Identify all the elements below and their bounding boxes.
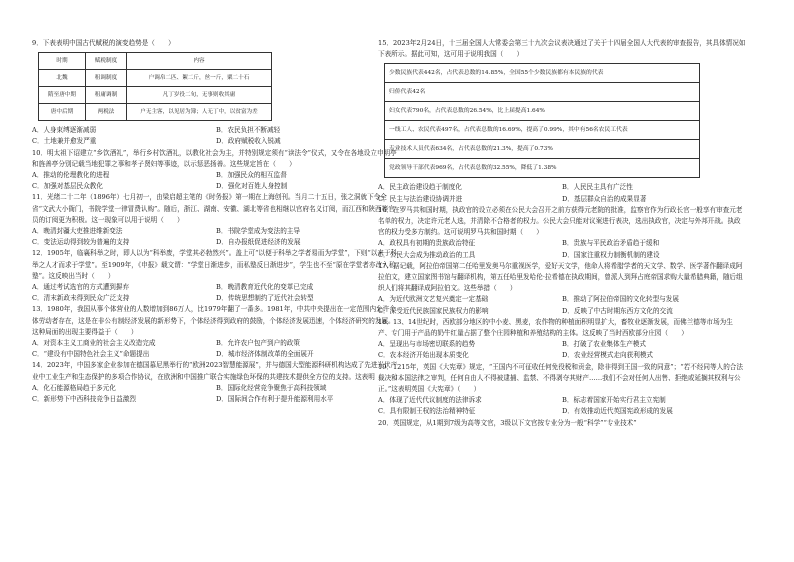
- q19-stem: 19．1215年，英国《大宪章》规定，“王国内不可征收任何免役税和贡金，除非得到王国一致的同意”；“若不经同等人的合法裁决和本国法律之审判，任何自由人不得被逮捕、监禁、不得剥夺其财产……我们不会对任何人出售、拒绝或延搁其权利与公正。”这表明英国《大宪章》（ ）: [378, 362, 743, 394]
- table-row: [39, 87, 272, 104]
- table-row: [39, 70, 272, 87]
- q11-option-b: B．书院学堂成为变法的主导: [216, 227, 300, 236]
- table-row: [385, 121, 700, 140]
- table-header: 时期: [39, 53, 86, 70]
- table-cell: 北魏: [39, 70, 86, 87]
- q11-option-c: C．变法运动得到较为普遍的支持: [32, 238, 130, 247]
- q9-stem: 9．下表表明中国古代赋税的演变趋势是（ ）: [32, 39, 175, 47]
- q19-option-b: B．标志着国家开始实行君主立宪制: [562, 396, 666, 405]
- q15-option-d: D．基层群众自治的成果显著: [562, 194, 647, 203]
- table-row: [39, 104, 272, 121]
- q19-option-a: A．体现了近代代议制度的法律诉求: [378, 396, 482, 405]
- q17-options-row2: [378, 306, 746, 317]
- q9-options-row2: [32, 136, 400, 147]
- q16-options-row1: [378, 238, 746, 249]
- table-cell: 归侨代表42名: [385, 83, 700, 102]
- q14-option-b: B．国际化经营竞争聚焦于高科技领域: [216, 383, 327, 392]
- right-column: [378, 38, 746, 429]
- q14-option-a: A．化石能源格局趋于多元化: [32, 383, 116, 392]
- q18-options-row2: [378, 350, 746, 361]
- q16-stem: 16．在罗马共和国时期，执政官的设立必须在公民大会召开之前方获得元老院的批准，监察官作为行政长官一般享有审查元老名单的权力，决定许元老人选，并清除不合格者的权力。公民大会只能对议案进行表决，选出执政官，决定与外邦开战。执政官的权力受多方制约。这可说明罗马共和国时期（ ）: [378, 205, 743, 237]
- q18-stem: 18．13、14世纪时，西欧部分地区的中小麦、黑麦，农作物的种植面积明显扩大，畜牧业逐渐发展，而佛兰德等市场为生产、专门用于产品的奶牛红量占据了整个庄园种植和养殖结构的主体。这反映了当时西欧部分庄园（ ）: [378, 317, 733, 338]
- q9-options-row1: [32, 125, 400, 136]
- table-cell: 一线工人、农民代表497名，占代表总数的16.69%，提高了0.99%，其中有56名农民工代表: [385, 121, 700, 140]
- q11-option-d: D．自办报纸促进经济的发展: [216, 238, 301, 247]
- q18-option-b: B．打破了农业集体生产模式: [562, 340, 646, 349]
- q18-options-row1: [378, 339, 746, 350]
- q15-table: [384, 63, 700, 178]
- q16-options-row2: [378, 250, 746, 261]
- left-column: [32, 38, 400, 405]
- q17-option-d: D．反映了中古时期东西方文化的交流: [562, 306, 673, 315]
- table-cell: 少数民族代表442名，占代表总数的14.85%，全国55个少数民族都有本民族的代表: [385, 64, 700, 83]
- q10-options-row2: [32, 181, 400, 192]
- table-row: [385, 102, 700, 121]
- q16-option-b: B．贵族与平民政治矛盾趋于缓和: [562, 239, 660, 248]
- q16-option-c: C．公民大会成为推动政治的工具: [378, 250, 476, 259]
- q12-options-row2: [32, 293, 400, 304]
- table-cell: 户无主客，以见居为簿；人无丁中，以贫富为差: [127, 104, 272, 121]
- table-cell: 租调制度: [86, 70, 127, 87]
- q15-options-row1: [378, 182, 746, 193]
- table-row: [385, 83, 700, 102]
- q18-option-a: A．呈现出与市场密切联系的趋势: [378, 340, 476, 349]
- q13-option-b: B．允许农户包产到户的政策: [216, 339, 300, 348]
- q19-option-c: C．具有限制王权的法治精神特征: [378, 407, 476, 416]
- q13-stem: 13．1980年，我国从事个体营业的人数增加到86万人，比1979年翻了一番多。1981年，中共中央提出在一定范围内允许个体劳动者存在，这是在非公有制经济发展的新形势下，个体经济得到政府的鼓励，个体经济发展迅速，个体经济研究的发展。这种局面的出现主要得益于（ ）: [32, 305, 396, 336]
- q11-stem: 11．光绪二十二年（1896年）七月初一，由梁启超主笔的《时务报》第一期在上海创刊。当月二十五日，张之洞就下令全省“文武大小衙门，书院学堂一律冒费认购”。随后，浙江、湖南、安徽、湖北等省也相继以官府名义订阅，而江西和陕西等官员的订阅更为积极。这一现象可以用于说明（ ）: [32, 193, 395, 224]
- table-header: 内容: [127, 53, 272, 70]
- table-cell: 专业技术人员代表634名，占代表总数的21.3%，提高了0.73%: [385, 140, 700, 159]
- q13-options-row2: [32, 349, 400, 360]
- q20-stem: 20．英国规定，从1期到7级为高等文官，3级以下文官按专业分为一般“科学”“专业技术”: [378, 418, 637, 427]
- q10-option-c: C．加强对基层民众教化: [32, 182, 103, 191]
- q17-stem: 17．据记载，阿拉伯帝国第二任哈里发奥马尔重视医学，爱好天文学，他命人将希腊学者的天文学、数学、医学著作翻译成阿拉伯文，建立国家图书馆与翻译机构，第五任哈里发哈伦·拉希德在执政期间，曾派人到拜占庭帝国求购大量希腊典籍，随后组织人们将其翻译成阿拉伯文。这些举措（ ）: [378, 261, 743, 293]
- q11-options-row1: [32, 226, 400, 237]
- q15-option-c: C．民主与法治建设协调并进: [378, 194, 463, 203]
- q19-options-row1: [378, 395, 746, 406]
- table-cell: 租庸调制: [86, 87, 127, 104]
- q13-option-d: D．城市经济体制改革的全面展开: [216, 350, 314, 359]
- q19-options-row2: [378, 406, 746, 417]
- table-cell: 妇女代表790名，占代表总数的26.54%，比上届提高1.64%: [385, 102, 700, 121]
- table-cell: 户调帛二匹、絮二斤，丝一斤，粟二十石: [127, 70, 272, 87]
- table-cell: 凡丁岁役二旬，无事则收其庸: [127, 87, 272, 104]
- q14-option-c: C．新形势下中西科技竞争日益激烈: [32, 395, 136, 404]
- q18-option-d: D．农业经营模式走向获利模式: [562, 351, 654, 360]
- q13-option-c: C．“建设有中国特色社会主义”命题提出: [32, 350, 150, 359]
- q12-stem: 12．1905年，临襄科举之时，即人以为“科举废，学堂其必勃然兴”。盖上可“以便于科举之学者易而为学堂”，下则“以来于科举之人才而求于学堂”。至1909年，《申报》载文谓：“学堂日渐进步，而私塾反日渐进步”，学生也不至“原在学堂者亦改入私塾”。这反映出当时（ ）: [32, 249, 398, 280]
- q15-stem: 15．2023年2月24日，十三届全国人大常委会第三十九次会议表决通过了关于十四届全国人大代表的审查报告，其具体情况如下表所示。据此可知，这可用于说明我国（ ）: [378, 39, 746, 59]
- table-cell: 党政领导干部代表969名，占代表总数的32.55%，降低了1.38%: [385, 159, 700, 178]
- q12-option-b: B．晚清教育近代化的变革已完成: [216, 283, 314, 292]
- q9-option-a: A．人身束缚逐渐减弱: [32, 126, 97, 135]
- q10-option-b: B．加强民众的相互监督: [216, 171, 287, 180]
- q12-option-a: A．通过考试选官的方式遭到摒弃: [32, 283, 130, 292]
- q18-option-c: C．农本经济开始出现本质变化: [378, 351, 469, 360]
- q10-option-d: D．强化对百姓人身控制: [216, 182, 288, 191]
- q16-option-d: D．国家注重权力制衡机制的建设: [562, 250, 660, 259]
- q15-option-b: B．人民民主具有广泛性: [562, 183, 633, 192]
- q14-stem: 14．2023年，中国多家企业参加在德国慕尼黑举行的“欧洲2023智慧能源展”，并与德国大型能源科研机构达成了先进光伏产业中工业生产和生态保护的多项合作协议，在欧洲和中国推广联合实施绿色环保的共建技术提供全方位的支持。这表明（ ）: [32, 361, 402, 381]
- q13-option-a: A．对资本主义工商业的社会主义改造完成: [32, 339, 156, 348]
- table-header: 赋税制度: [86, 53, 127, 70]
- q16-option-a: A．政权具有初期的贵族政治特征: [378, 239, 476, 248]
- q17-option-a: A．为近代欧洲文艺复兴奠定一定基础: [378, 295, 489, 304]
- table-row: [39, 53, 272, 70]
- q19-option-d: D．有效推动近代英国宪政形成的发展: [562, 407, 673, 416]
- q11-option-a: A．晚清封疆大吏推进维新变法: [32, 227, 123, 236]
- table-row: [385, 64, 700, 83]
- q9-option-b: B．农民负担不断减轻: [216, 126, 281, 135]
- q11-options-row2: [32, 237, 400, 248]
- q15-options-row2: [378, 194, 746, 205]
- q10-options-row1: [32, 170, 400, 181]
- table-row: [385, 140, 700, 159]
- q15-option-a: A．民主政治建设趋于制度化: [378, 183, 462, 192]
- table-cell: 唐中后期: [39, 104, 86, 121]
- q14-options-row1: [32, 383, 400, 394]
- table-cell: 隋至唐中期: [39, 87, 86, 104]
- q14-option-d: D．国际间合作有利于提升能源利用水平: [216, 395, 334, 404]
- table-row: [385, 159, 700, 178]
- q12-options-row1: [32, 282, 400, 293]
- q10-stem: 10．明太祖下诏建立“乡饮酒礼”，举行乡村饮酒礼，以教化社会为主，并特别规定须有“读法令”仪式，又令在各地设立申明亭和旌善亭分别记载当地犯罪之事和孝子贤妇等事迹，以示惩恶扬善。这些规定旨在（ ）: [32, 148, 397, 168]
- q13-options-row1: [32, 338, 400, 349]
- q12-option-c: C．清末新政未得到民众广泛支持: [32, 294, 130, 303]
- q17-option-b: B．推动了阿拉伯帝国的文化转型与发展: [562, 295, 679, 304]
- q10-option-a: A．推动的伦理教化的进程: [32, 171, 110, 180]
- q9-option-d: D．政府赋税收入锐减: [216, 137, 281, 146]
- q9-table: [38, 52, 272, 121]
- q17-option-c: C．深受近代民族国家民族权力的影响: [378, 306, 489, 315]
- q17-options-row1: [378, 294, 746, 305]
- q14-options-row2: [32, 394, 400, 405]
- q12-option-d: D．传统思想制约了近代社会转型: [216, 294, 314, 303]
- table-cell: 两税法: [86, 104, 127, 121]
- q9-option-c: C．土地兼并愈发严重: [32, 137, 97, 146]
